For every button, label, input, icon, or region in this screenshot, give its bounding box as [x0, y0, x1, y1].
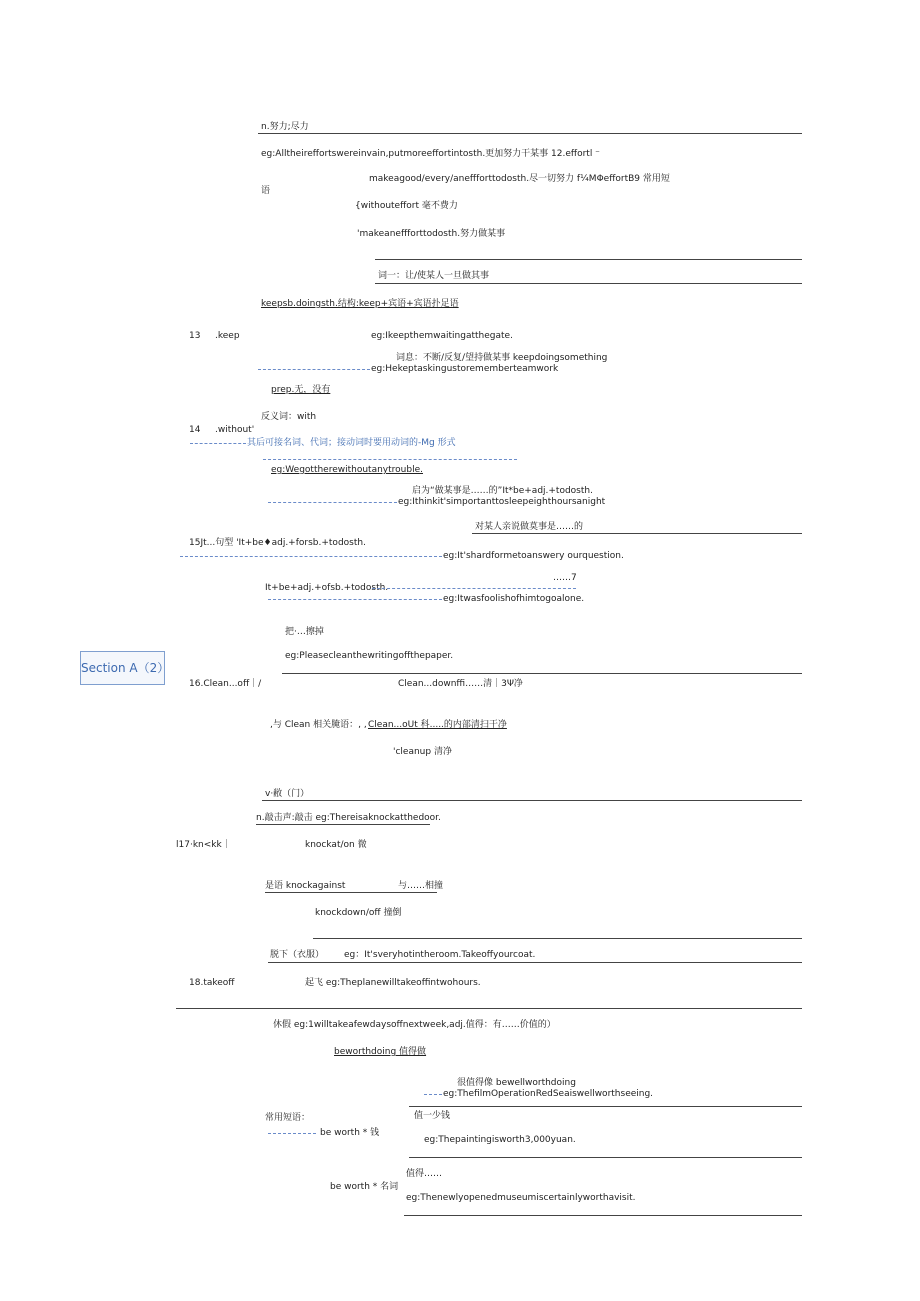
it-pattern-structure: It+be+adj.+ofsb.+todosth.: [265, 583, 389, 593]
clean-related: Clean...downffi……清｜3Ψ净: [398, 679, 523, 689]
divider: [265, 892, 437, 893]
it-pattern-meaning: 启为“做某事是……的”It*be+adj.+todosth.: [412, 486, 593, 496]
worth-example: eg:ThefilmOperationRedSeaiswellworthseeing.: [443, 1089, 654, 1099]
keep-example: eg:Ikeepthemwaitingatthegate.: [371, 331, 513, 341]
it-pattern-meaning: 对某人亲说做莫事是……的: [475, 522, 584, 532]
it-pattern-example: eg:It'shardformetoanswery ourquestion.: [443, 551, 624, 561]
clean-related: 'cleanup 清净: [393, 747, 452, 757]
takeoff-meaning: 起飞 eg:Theplanewilltakeoffintwohours.: [305, 978, 481, 988]
keep-word: .keep: [215, 331, 240, 341]
it-pattern-example: eg:Ithinkit'simportanttosleepeighthoursanight: [398, 497, 606, 507]
without-example: eg:Wegottherewithoutanytrouble.: [271, 465, 423, 475]
clean-off-example: eg:Pleasecleanthewritingoffthepaper.: [285, 651, 454, 661]
connector: [268, 1133, 316, 1134]
connector: [190, 443, 246, 444]
knock-phrase: knockat/on 微: [305, 840, 367, 850]
worth-phrase: be worth * 钱: [320, 1128, 380, 1138]
worth-example: eg:Thenewlyopenedmuseumiscertainlyworthavisit.: [406, 1193, 636, 1203]
it-pattern-title: 15Jt...句型 'It+be♦adj.+forsb.+todosth.: [189, 538, 366, 548]
divider: [256, 824, 430, 825]
it-pattern-example: eg:Itwasfoolishofhimtogoalone.: [443, 594, 585, 604]
keep-example: eg:Hekeptaskingustorememberteamwork: [371, 364, 559, 374]
clean-off-meaning: 把·…擦掉: [285, 627, 324, 637]
effort-example: eg:Alltheireffortswereinvain,putmoreeffortintosth.更加努力干某事 12.effortl ⁻: [261, 149, 600, 159]
without-word: .without': [215, 425, 255, 435]
worth-example: eg:Thepaintingisworth3,000yuan.: [424, 1135, 576, 1145]
divider: [258, 133, 802, 134]
knock-meaning: n.敲击声:敲击 eg:Thereisaknockatthedoor.: [256, 813, 441, 823]
worth-phrase: be worth * 名词: [330, 1182, 399, 1192]
knock-phrase: 是语 knockagainst: [265, 881, 346, 891]
worth-phrase-meaning: 值得……: [406, 1169, 443, 1179]
divider: [472, 533, 802, 534]
effort-phrase: makeagood/every/aneffforttodosth.尽一切努力 f¼MΦeffortB9 常用短: [369, 174, 670, 184]
connector: [180, 556, 442, 557]
knock-phrase-meaning: 与……相撞: [398, 881, 444, 891]
effort-phrase-cont: 语: [261, 186, 271, 196]
worth-phrase-meaning: 值一少钱: [414, 1111, 451, 1121]
divider: [313, 938, 802, 939]
knock-title: l17·kn<kk｜: [176, 840, 231, 850]
connector: [268, 599, 442, 600]
divider: [409, 1106, 802, 1107]
clean-related-prefix: ,与 Clean 相关腌语：, ,: [270, 720, 367, 730]
clean-off-title: 16.Clean...off｜/: [189, 679, 262, 689]
keep-meaning: 词息：不断/反复/望持做某事 keepdoingsomething: [396, 353, 608, 363]
worth-phrase: 很值得像 bewellworthdoing: [457, 1078, 576, 1088]
takeoff-example: eg：It'sveryhotintheroom.Takeoffyourcoat.: [344, 950, 536, 960]
takeoff-meaning: 休假 eg:1willtakeafewdaysoffnextweek,adj.值得：有……价值的）: [273, 1020, 556, 1030]
divider: [176, 1008, 802, 1009]
it-pattern-dots: ……7: [553, 573, 577, 583]
without-pos: prep.无，没有: [271, 385, 331, 395]
connector: [424, 1094, 442, 1095]
section-label: Section A（2）: [80, 651, 165, 685]
keep-structure: keepsb.doingsth.结构:keep+宾语+宾语扑足语: [261, 299, 459, 309]
divider: [375, 283, 802, 284]
connector: [268, 502, 397, 503]
knock-phrase: knockdown/off 撞倒: [315, 908, 402, 918]
takeoff-title: 18.takeoff: [189, 978, 235, 988]
divider: [375, 259, 802, 260]
divider: [268, 962, 802, 963]
takeoff-meaning: 脱下（衣服）: [270, 950, 325, 960]
effort-phrase: 'makeaneffforttodosth.努力做某事: [357, 229, 506, 239]
connector: [258, 369, 370, 370]
keep-number: 13: [189, 331, 201, 341]
connector: [263, 459, 517, 460]
without-number: 14: [189, 425, 201, 435]
keep-meaning: 词一：让/使某人一旦做其事: [378, 271, 490, 281]
divider: [404, 1215, 802, 1216]
connector: [372, 588, 576, 589]
without-note: 其后可接名词、代词；接动词时要用动词的-Mg 形式: [247, 438, 456, 448]
divider: [282, 673, 802, 674]
without-antonym: 反义词：with: [261, 412, 317, 422]
effort-meaning: n.努力;尽力: [261, 122, 309, 132]
divider: [409, 1157, 802, 1158]
knock-meaning: v·敝（门）: [265, 789, 310, 799]
clean-related: Clean...oUt 科.....的内部清扫干净: [368, 720, 507, 730]
divider: [262, 800, 802, 801]
worth-phrase: beworthdoing 值得做: [334, 1047, 427, 1057]
effort-phrase: {withouteffort 毫不费力: [355, 201, 458, 211]
worth-common-phrases: 常用短语：: [265, 1113, 311, 1123]
